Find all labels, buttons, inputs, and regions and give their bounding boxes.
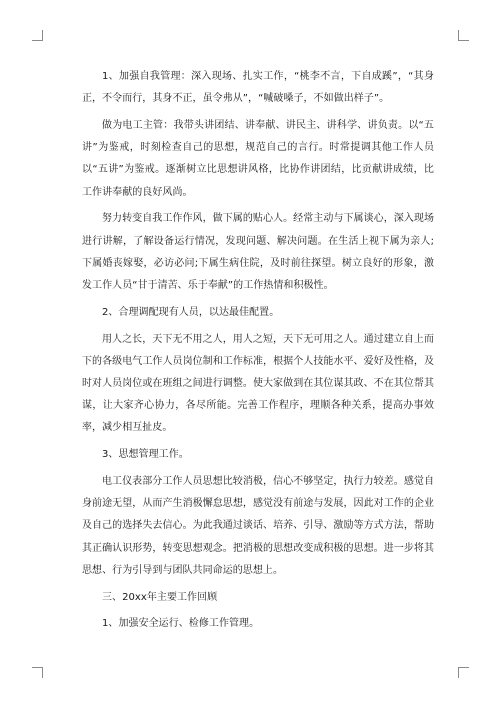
paragraph-ideological-work: 电工仪表部分工作人员思想比较消极，信心不够坚定，执行力较差。感觉自身前途无望，从而产生消极懈怠思想，感觉没有前途与发展，因此对工作的企业及自己的选择失去信心。为此我通过谈话、培养、引导、激励等方式方法，帮助其正确认识形势，转变思想观念。把消极的思想改变成积极的思想。进一步将其思想、行为引导到与团队共同命运的思想上。 <box>82 476 434 576</box>
paragraph-staffing: 用人之长，天下无不用之人，用人之短，天下无可用之人。通过建立自上而下的各级电气工作人员岗位制和工作标准，根据个人技能水平、爱好及性格，及时对人员岗位或在班组之间进行调整。使大家做到在其位谋其政、不在其位帮其谋，让大家齐心协力，各尽所能。完善工作程序，理顺各种关系，提高办事效率，减少相互扯皮。 <box>82 333 434 434</box>
section-heading-ideological-work: 3、思想管理工作。 <box>102 449 189 461</box>
document-body <box>82 66 434 636</box>
paragraph-work-style: 努力转变自我工作作风，做下属的贴心人。经常主动与下属谈心，深入现场进行讲解，了解设备运行情况，发现问题、解决问题。在生活上视下属为亲人;下属婚丧嫁娶，必访必问;下属生病住院，及时前往探望。树立良好的形象，激发工作人员“甘于清苦、乐于奉献”的工作热情和积极性。 <box>82 213 434 292</box>
section-heading-staffing: 2、合理调配现有人员，以达最佳配置。 <box>102 306 280 318</box>
crop-mark-top-right <box>458 30 469 41</box>
crop-mark-top-left <box>32 30 43 41</box>
section-heading-safety-maintenance: 1、加强安全运行、检修工作管理。 <box>102 618 260 630</box>
crop-mark-bottom-right <box>458 667 469 678</box>
section-heading-annual-review: 三、20xx年主要工作回顾 <box>102 591 218 603</box>
paragraph-electrical-supervisor: 做为电工主管：我带头讲团结、讲奉献、讲民主、讲科学、讲负责。以“五讲”为鉴戒，时刻检查自己的思想，规范自己的言行。时常提调其他工作人员以“五讲”为鉴戒。逐渐树立比思想讲风格，比协作讲团结，比贡献讲成绩，比工作讲奉献的良好风尚。 <box>82 120 434 198</box>
paragraph-self-management: 1、加强自我管理：深入现场、扎实工作，“桃李不言，下自成蹊”，“其身正，不令而行，其身不正，虽令弗从”，“喊破嗓子，不如做出样子”。 <box>82 71 434 105</box>
crop-mark-bottom-left <box>32 667 43 678</box>
